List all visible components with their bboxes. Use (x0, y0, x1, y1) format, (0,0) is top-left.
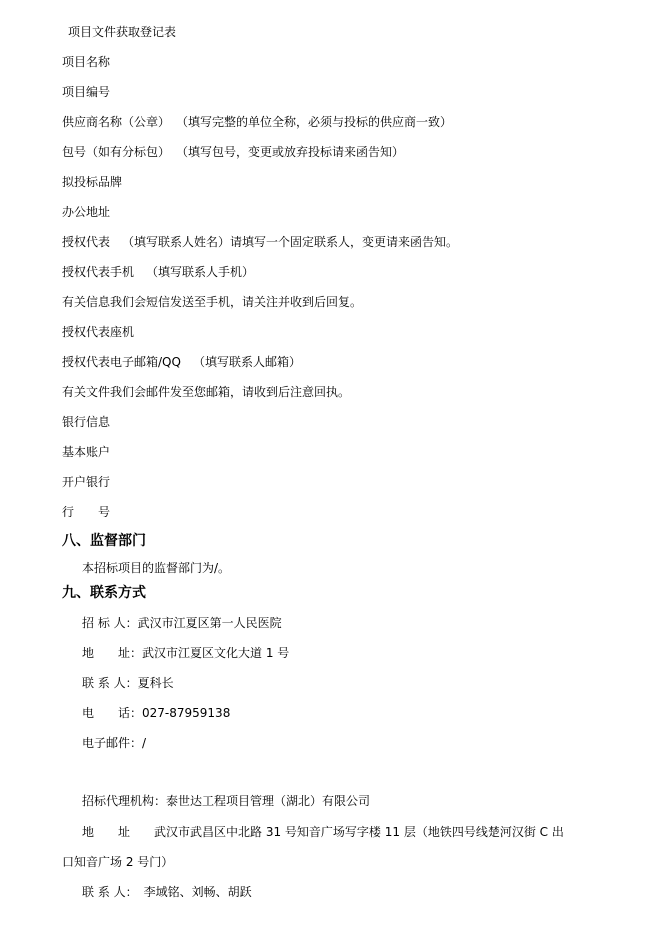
agency-value: 泰世达工程项目管理（湖北）有限公司 (166, 794, 371, 808)
field-brand: 拟投标品牌 (62, 175, 123, 189)
tenderer-address-value: 武汉市江夏区文化大道 1 号 (142, 646, 290, 660)
field-supplier-name (62, 114, 452, 130)
tenderer-email-label: 电子邮件： (82, 736, 143, 750)
field-auth-email-note: （填写联系人邮箱） (192, 355, 301, 369)
tenderer-address-label: 地 址： (82, 646, 143, 660)
field-auth-landline: 授权代表座机 (62, 325, 135, 339)
agency-address-continuation: 口知音广场 2 号门） (62, 855, 174, 869)
tenderer-contact-value: 夏科长 (137, 676, 174, 690)
agency-row (82, 793, 370, 809)
agency-address-label: 地 址 (82, 825, 131, 839)
field-auth-rep (62, 234, 458, 250)
tenderer-row (82, 615, 282, 631)
section-8-text: 本招标项目的监督部门为/。 (82, 561, 231, 575)
tenderer-contact-row (82, 675, 174, 691)
tenderer-email-row (82, 735, 146, 751)
tenderer-email-value: / (142, 736, 147, 750)
field-lot-no-note: （填写包号，变更或放弃投标请来函告知） (182, 145, 405, 159)
tenderer-label: 招 标 人： (82, 616, 138, 630)
tenderer-contact-label: 联 系 人： (82, 676, 138, 690)
tenderer-phone-row (82, 705, 230, 721)
form-title: 项目文件获取登记表 (68, 25, 177, 39)
field-project-name: 项目名称 (62, 55, 111, 69)
field-opening-bank: 开户银行 (62, 475, 111, 489)
field-auth-rep-note: （填写联系人姓名）请填写一个固定联系人，变更请来函告知。 (122, 235, 459, 249)
field-auth-rep-label: 授权代表 (62, 235, 111, 249)
agency-address-row (82, 824, 564, 840)
field-auth-mobile-note: （填写联系人手机） (146, 265, 255, 279)
field-auth-email-label: 授权代表电子邮箱/QQ (62, 355, 181, 369)
field-auth-mobile (62, 264, 254, 280)
field-lot-no (62, 144, 404, 160)
section-9-heading: 九、联系方式 (62, 585, 146, 601)
field-auth-email (62, 354, 301, 370)
field-office-address: 办公地址 (62, 205, 111, 219)
field-supplier-name-label: 供应商名称（公章） (62, 115, 171, 129)
field-bank-info: 银行信息 (62, 415, 111, 429)
agency-contact-label: 联 系 人： (82, 885, 138, 899)
field-auth-mobile-label: 授权代表手机 (62, 265, 135, 279)
agency-address-value: 武汉市武昌区中北路 31 号知音广场写字楼 11 层（地铁四号线楚河汉街 C 出 (154, 825, 564, 839)
agency-label: 招标代理机构： (82, 794, 167, 808)
tenderer-value: 武汉市江夏区第一人民医院 (137, 616, 282, 630)
agency-contact-row (82, 884, 252, 900)
section-8-heading: 八、监督部门 (62, 533, 146, 549)
field-bank-code: 行 号 (62, 505, 111, 519)
field-supplier-name-note: （填写完整的单位全称，必须与投标的供应商一致） (182, 115, 453, 129)
field-project-number: 项目编号 (62, 85, 111, 99)
field-lot-no-label: 包号（如有分标包） (62, 145, 171, 159)
tenderer-phone-label: 电 话： (82, 706, 143, 720)
agency-contact-value: 李域铭、刘畅、胡跃 (143, 885, 252, 899)
sms-notice: 有关信息我们会短信发送至手机，请关注并收到后回复。 (62, 295, 363, 309)
email-notice: 有关文件我们会邮件发至您邮箱，请收到后注意回执。 (62, 385, 351, 399)
field-basic-account: 基本账户 (62, 445, 111, 459)
tenderer-phone-value: 027-87959138 (142, 706, 231, 720)
tenderer-address-row (82, 645, 289, 661)
